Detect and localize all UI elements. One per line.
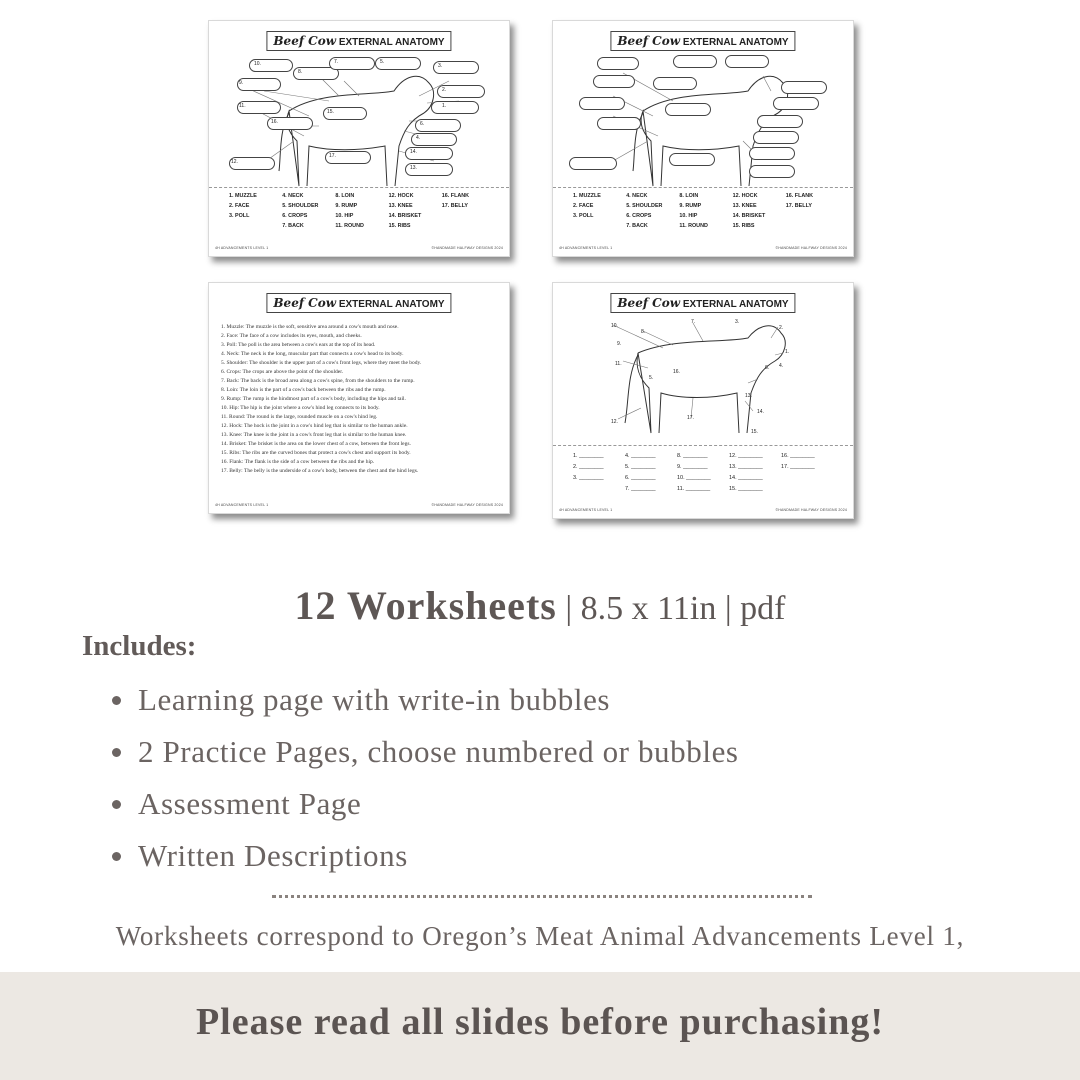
headline-count: 12 Worksheets xyxy=(294,583,557,628)
answer-bubble xyxy=(431,101,479,114)
diagram-label: 3. xyxy=(735,319,740,325)
answer-bubble xyxy=(773,97,819,110)
diagram-label: 15. xyxy=(751,429,758,435)
diagram-label: 16. xyxy=(673,369,680,375)
diagram-label: 1. xyxy=(442,103,447,109)
diagram-label: 12. xyxy=(231,159,238,165)
answer-bubble xyxy=(569,157,617,170)
diagram-label: 4. xyxy=(779,363,784,369)
list-item: Written Descriptions xyxy=(138,836,739,888)
footer-right: ©HANDMADE HALFWAY DESIGNS 2024 xyxy=(775,246,847,250)
answer-blanks: 1. ________ 4. ________ 8. ________ 12. ________ 16. ________ 2. ________ 5. ________ 9. ________ 13. ________ 17. ________ 3. ________ 6. ________ 10. ________ 14. ________ 7. ________ 11. ________ 15. ________ xyxy=(573,453,815,492)
answer-bubble xyxy=(725,55,769,68)
footer-right: ©HANDMADE HALFWAY DESIGNS 2024 xyxy=(431,246,503,250)
diagram-label: 12. xyxy=(611,419,618,425)
answer-bubble xyxy=(237,78,281,91)
divider xyxy=(553,187,853,188)
description-list: 1. Muzzle: The muzzle is the soft, sensitive area around a cow's mouth and nose. 2. Face: The face of a cow includes its eyes, mouth, and cheeks. 3. Poll: The poll is the area between a cow's ears at the top of its head. 4. Neck: The neck is the long, muscular part that connects a cow's head to its body. 5. Shoulder: The shoulder is the upper part of a cow's front legs, where they meet the body. 6. Crops: The crops are above the point of the shoulder. 7. Back: The back is the broad area along a cow's spine, from the shoulders to the rump. 8. Loin: The loin is the part of a cow's back between the ribs and the rump. 9. Rump: The rump is the hindmost part of a cow's body, including the hips and tail. 10. Hip: The hip is the joint where a cow's hind leg connects to its body. 11. Round: The round is the large, rounded muscle on a cow's hind leg. 12. Hock: The hock is the joint in a cow's hind leg that is similar to the human ankle. 13. Knee: The knee is the joint in a cow's front leg that is similar to the human knee. 14. Brisket: The brisket is the area on the lower chest of a cow, between the front legs. 15. Ribs: The ribs are the curved bones that protect a cow's chest and support its body. 16. Flank: The flank is the side of a cow between the ribs and the hip. 17. Belly: The belly is the underside of a cow's body, between the chest and the hind legs. xyxy=(221,324,422,474)
answer-bubble xyxy=(673,55,717,68)
diagram-label: 1. xyxy=(785,349,790,355)
answer-bubble xyxy=(597,117,641,130)
diagram-label: 14. xyxy=(410,149,417,155)
diagram-label: 16. xyxy=(271,119,278,125)
diagram-label: 14. xyxy=(757,409,764,415)
worksheet-preview-assessment xyxy=(552,282,854,519)
diagram-label: 9. xyxy=(617,341,622,347)
diagram-label: 7. xyxy=(334,59,339,65)
term-list: 1. MUZZLE 4. NECK 8. LOIN 12. HOCK 16. FLANK 2. FACE 5. SHOULDER 9. RUMP 13. KNEE 17. BELLY 3. POLL 6. CROPS 10. HIP 14. BRISKET 7. BACK 11. ROUND 15. RIBS xyxy=(573,193,814,229)
banner-text: Please read all slides before purchasing! xyxy=(195,1001,885,1043)
diagram-label: 8. xyxy=(298,69,303,75)
answer-bubble xyxy=(653,77,697,90)
dotted-divider xyxy=(272,895,812,898)
diagram-label: 9. xyxy=(239,80,244,86)
answer-bubble xyxy=(749,147,795,160)
diagram-label: 3. xyxy=(438,63,443,69)
diagram-label: 2. xyxy=(779,325,784,331)
answer-bubble xyxy=(757,115,803,128)
diagram-label: 13. xyxy=(410,165,417,171)
diagram-label: 7. xyxy=(691,319,696,325)
answer-bubble xyxy=(781,81,827,94)
footer-right: ©HANDMADE HALFWAY DESIGNS 2024 xyxy=(431,503,503,507)
answer-bubble xyxy=(749,165,795,178)
headline-specs: | 8.5 x 11in | pdf xyxy=(556,590,786,627)
diagram-label: 5. xyxy=(380,59,385,65)
diagram-label: 6. xyxy=(765,365,770,371)
answer-bubble xyxy=(665,103,711,116)
includes-heading: Includes: xyxy=(82,630,197,662)
diagram-label: 2. xyxy=(442,87,447,93)
diagram-label: 17. xyxy=(329,153,336,159)
includes-list xyxy=(138,680,739,888)
diagram-label: 11. xyxy=(239,103,246,109)
worksheet-title: Beef Cow EXTERNAL ANATOMY xyxy=(610,31,795,51)
divider xyxy=(209,187,509,188)
divider xyxy=(553,445,853,446)
footer-left: 4H ADVANCEMENTS LEVEL 1 xyxy=(559,508,613,512)
diagram-label: 6. xyxy=(420,121,425,127)
diagram-label: 8. xyxy=(641,329,646,335)
diagram-label: 11. xyxy=(615,361,622,367)
correspondence-note: Worksheets correspond to Oregon’s Meat Animal Advancements Level 1, xyxy=(115,921,965,951)
footer-left: 4H ADVANCEMENTS LEVEL 1 xyxy=(559,246,613,250)
product-headline xyxy=(0,582,1080,629)
diagram-label: 13. xyxy=(745,393,752,399)
answer-bubble xyxy=(669,153,715,166)
list-item: Assessment Page xyxy=(138,784,739,836)
worksheet-preview-labeled xyxy=(208,20,510,257)
worksheet-title: Beef Cow EXTERNAL ANATOMY xyxy=(610,293,795,313)
answer-bubble xyxy=(753,131,799,144)
worksheet-preview-descriptions xyxy=(208,282,510,514)
answer-bubble xyxy=(593,75,635,88)
list-item: 2 Practice Pages, choose numbered or bubbles xyxy=(138,732,739,784)
worksheet-title: Beef Cow EXTERNAL ANATOMY xyxy=(266,293,451,313)
diagram-label: 10. xyxy=(254,61,261,67)
bottom-banner xyxy=(0,972,1080,1080)
term-list: 1. MUZZLE 4. NECK 8. LOIN 12. HOCK 16. FLANK 2. FACE 5. SHOULDER 9. RUMP 13. KNEE 17. BELLY 3. POLL 6. CROPS 10. HIP 14. BRISKET 7. BACK 11. ROUND 15. RIBS xyxy=(229,193,470,229)
worksheet-preview-bubbles xyxy=(552,20,854,257)
answer-bubble xyxy=(597,57,639,70)
diagram-label: 10. xyxy=(611,323,618,329)
footer-left: 4H ADVANCEMENTS LEVEL 1 xyxy=(215,246,269,250)
list-item: Learning page with write-in bubbles xyxy=(138,680,739,732)
diagram-label: 4. xyxy=(416,135,421,141)
footer-left: 4H ADVANCEMENTS LEVEL 1 xyxy=(215,503,269,507)
answer-bubble xyxy=(579,97,625,110)
worksheet-title: Beef Cow EXTERNAL ANATOMY xyxy=(266,31,451,51)
diagram-label: 17. xyxy=(687,415,694,421)
diagram-label: 5. xyxy=(649,375,654,381)
diagram-label: 15. xyxy=(327,109,334,115)
footer-right: ©HANDMADE HALFWAY DESIGNS 2024 xyxy=(775,508,847,512)
